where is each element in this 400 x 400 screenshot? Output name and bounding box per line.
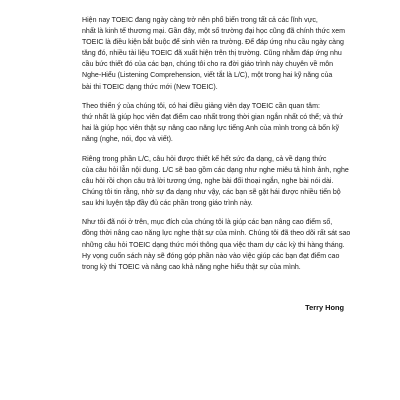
- author-signature: Terry Hong: [305, 303, 344, 312]
- paragraph-line: nhất là kinh tế thương mại. Gần đây, một số trường đại học cũng đã chính thức xem: [82, 28, 345, 36]
- paragraph-line: những câu hỏi TOEIC dạng thức mới thông qua việc tham dự các kỳ thi hàng tháng.: [82, 241, 345, 249]
- paragraph-line: cầu bức thiết đó của các bạn, chúng tôi cho ra đời giáo trình này chuyên về môn: [82, 61, 334, 69]
- paragraph-line: Hy vọng cuốn sách này sẽ đóng góp phần nào vào việc giúp các bạn đạt điểm cao: [82, 252, 340, 260]
- paragraph-line: trong kỳ thi TOEIC và nâng cao khả năng nghe hiểu thật sự của mình.: [82, 263, 301, 271]
- paragraph-lc-format: [82, 154, 349, 209]
- paragraph-line: Hiện nay TOEIC đang ngày càng trở nên phổ biến trong tất cả các lĩnh vực,: [82, 17, 318, 24]
- paragraph-line: bài thi TOEIC dạng thức mới (New TOEIC).: [82, 83, 218, 91]
- paragraph-intro: [82, 15, 344, 93]
- paragraph-line: của câu hỏi lẫn nội dung. L/C sẽ bao gồm các dạng như nghe miêu tả hình ảnh, nghe: [82, 166, 349, 174]
- paragraph-line: TOEIC là điều kiện bắt buộc để sinh viên ra trường. Để đáp ứng nhu cầu ngày càng: [82, 39, 344, 47]
- paragraph-line: Riêng trong phần L/C, câu hỏi được thiết kế hết sức đa dạng, cả về dạng thức: [82, 155, 327, 163]
- paragraph-line: Theo thiển ý của chúng tôi, có hai điều giảng viên dạy TOEIC cần quan tâm:: [82, 102, 320, 110]
- paragraph-line: đồng thời nâng cao năng lực nghe thật sự của mình. Chúng tôi đã theo dõi rất sát sao: [82, 230, 351, 238]
- paragraph-purpose: [82, 217, 351, 272]
- paragraph-line: hai là giúp học viên thật sự nâng cao năng lực tiếng Anh của mình trong cả bốn kỹ: [82, 125, 340, 133]
- paragraph-goals: [82, 101, 344, 145]
- paragraph-line: câu hỏi rồi chọn câu trả lời tương ứng, nghe bài đối thoại ngắn, nghe bài nói dài.: [82, 177, 334, 185]
- paragraph-line: thứ nhất là giúp học viên đạt điểm cao nhất trong thời gian ngắn nhất có thể; và thứ: [82, 114, 343, 122]
- paragraph-line: năng (nghe, nói, đọc và viết).: [82, 136, 173, 144]
- paragraph-line: tăng đó, nhiều tài liệu TOEIC đã xuất hiện trên thị trường. Cũng nhằm đáp ứng nhu: [82, 50, 342, 58]
- paragraph-line: Nghe-Hiểu (Listening Comprehension, viết tắt là L/C), một trong hai kỹ năng của: [82, 72, 333, 80]
- paragraph-line: sau khi luyện tập đầy đủ các phần trong giáo trình này.: [82, 200, 253, 207]
- paragraph-line: Như tôi đã nói ở trên, mục đích của chúng tôi là giúp các bạn nâng cao điểm số,: [82, 219, 333, 227]
- paragraph-line: Chúng tôi tin rằng, nhờ sự đa dạng như vậy, các bạn sẽ gặt hái được nhiều tiến bộ: [82, 188, 341, 196]
